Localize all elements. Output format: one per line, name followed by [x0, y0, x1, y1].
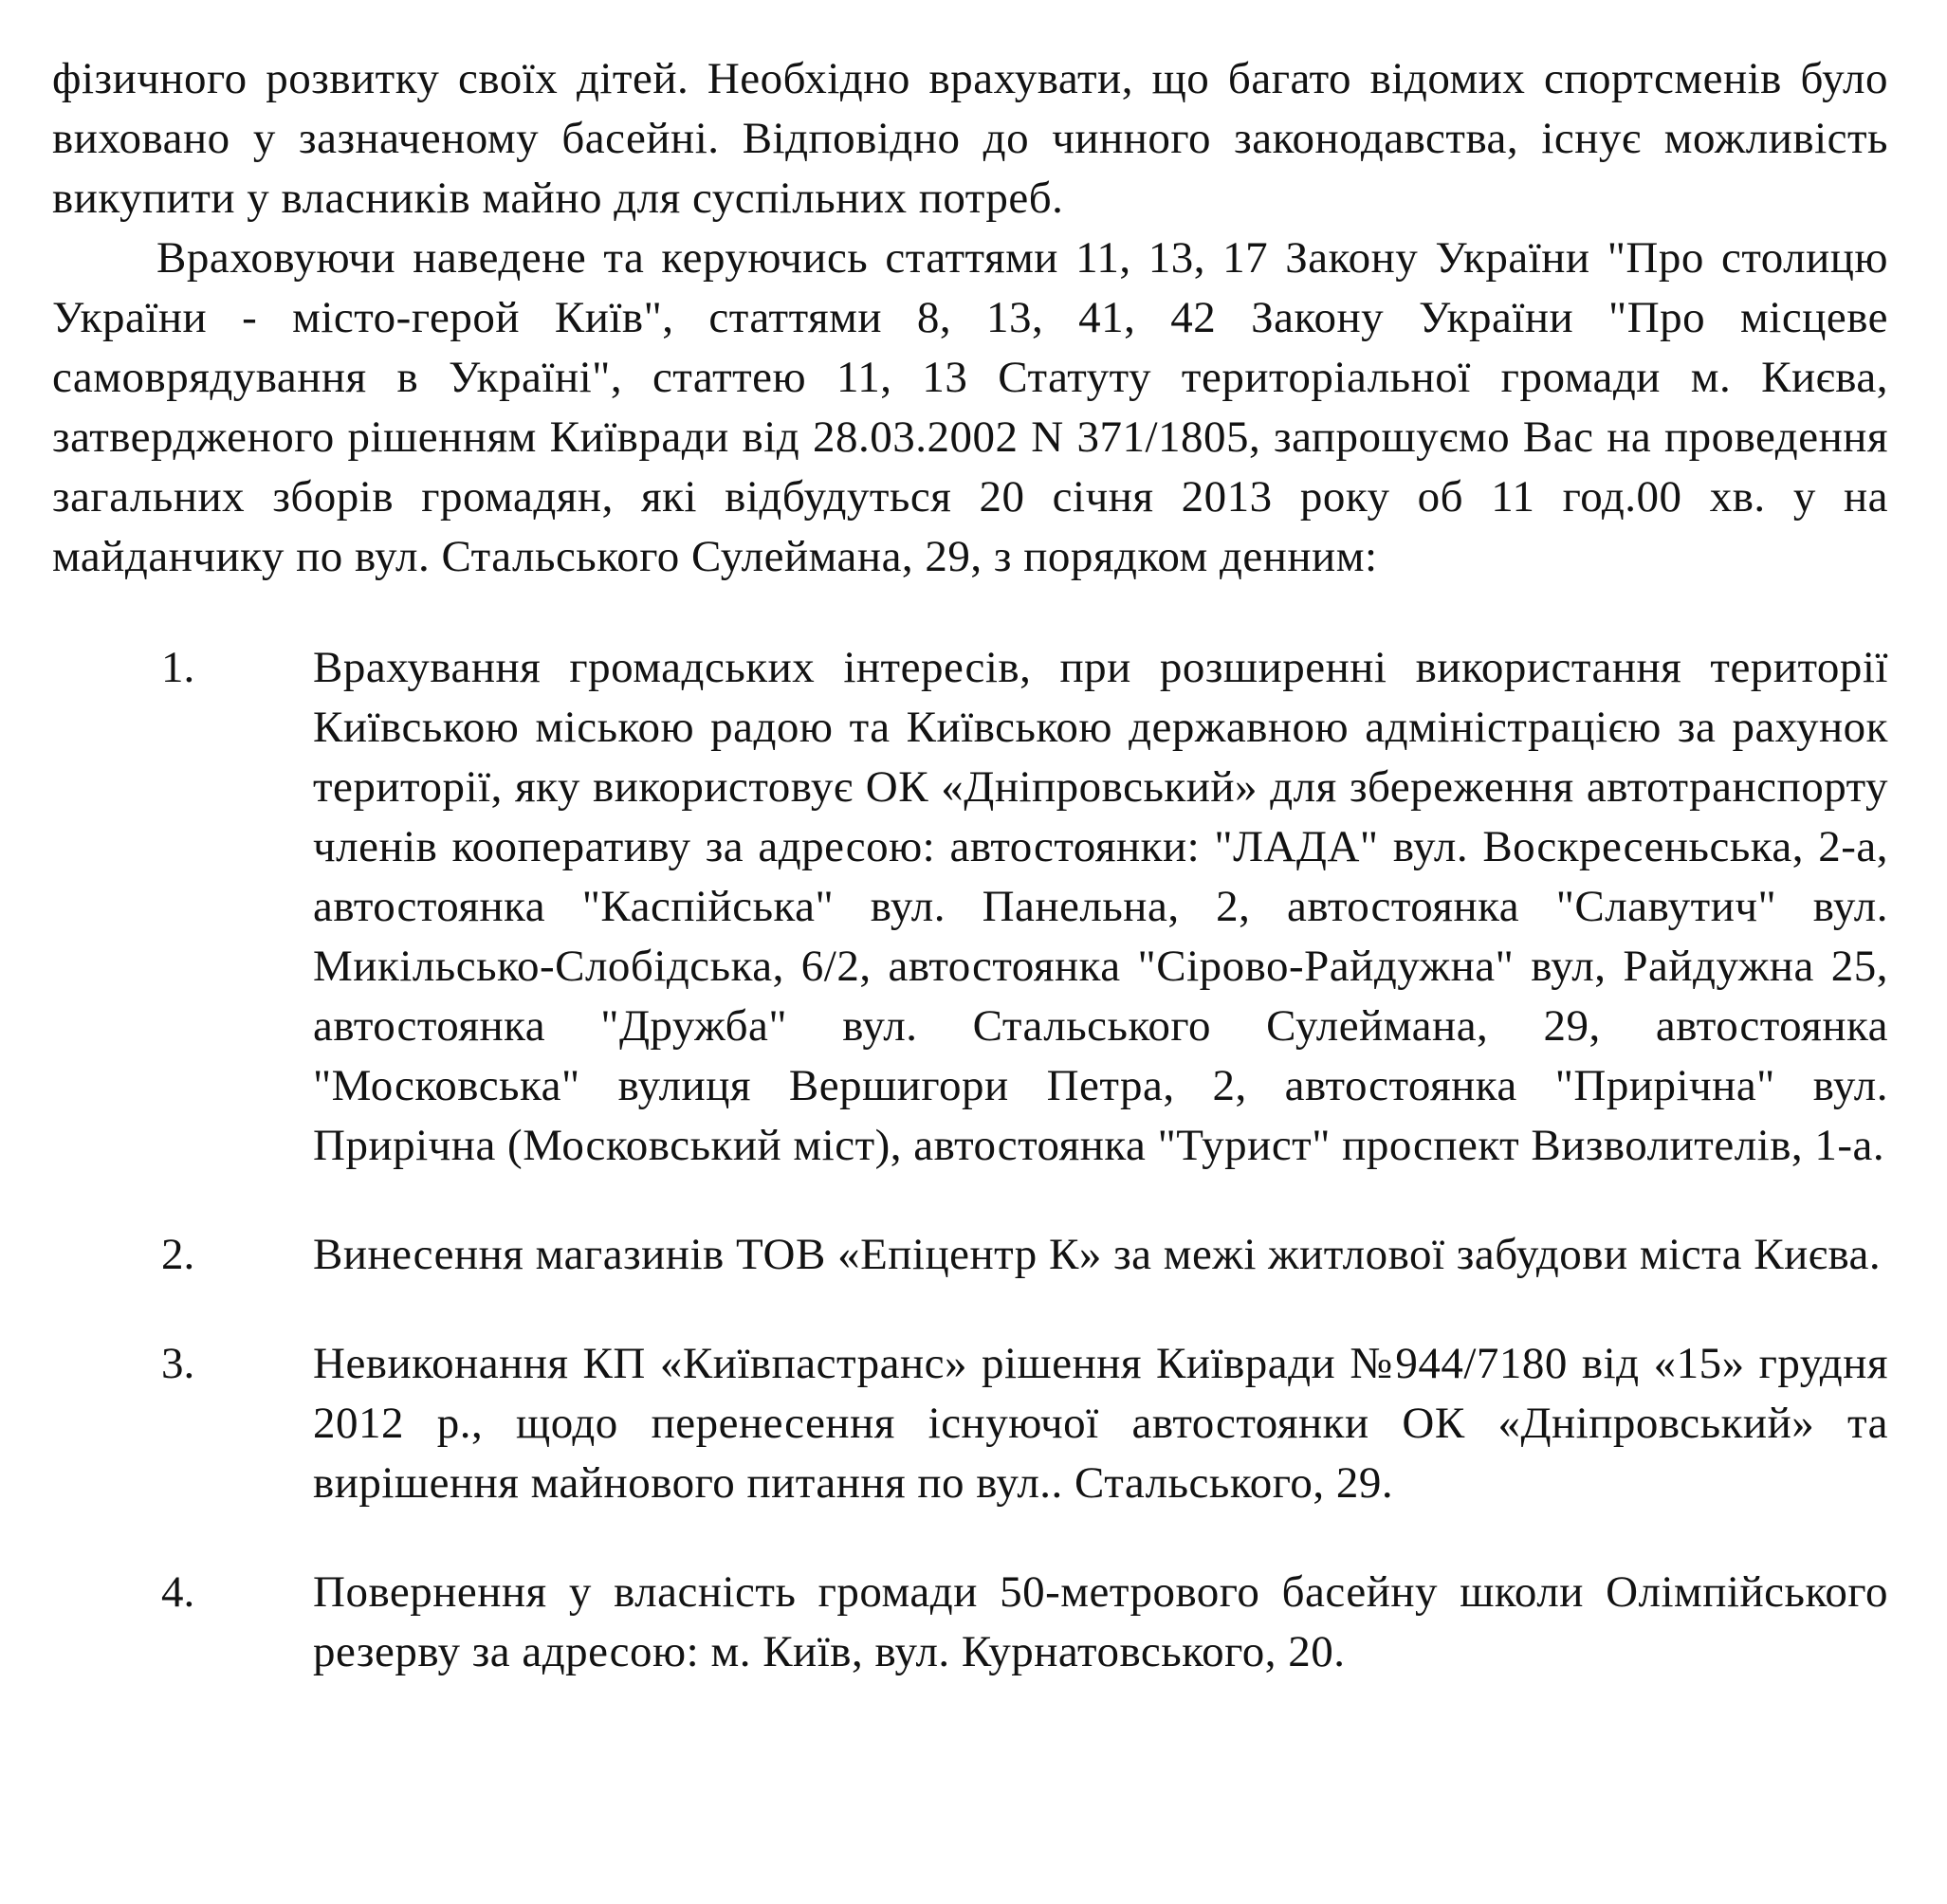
- agenda-item-number: 4.: [161, 1567, 195, 1617]
- agenda-list: [52, 638, 1888, 1682]
- paragraph-invitation: Враховуючи наведене та керуючись статтями 11, 13, 17 Закону України "Про столицю України - місто-герой Київ", статтями 8, 13, 41, 42 Закону України "Про місцеве самоврядування в Україні", статтею 11, 13 Статуту територіальної громади м. Києва, затвердженого рішенням Київради від 28.03.2002 N 371/1805, запрошуємо Вас на проведення загальних зборів громадян, які відбудуться 20 січня 2013 року об 11 год.00 хв. у на майданчику по вул. Стальського Сулеймана, 29, з порядком денним:: [52, 233, 1888, 581]
- agenda-item-text: Повернення у власність громади 50-метрового басейну школи Олімпійського резерву за адресою: м. Київ, вул. Курнатовського, 20.: [313, 1567, 1888, 1676]
- agenda-item-text: Невиконання КП «Київпастранс» рішення Київради №944/7180 від «15» грудня 2012 р., щодо перенесення існуючої автостоянки ОК «Дніпровський» та вирішення майнового питання по вул.. Стальського, 29.: [313, 1339, 1888, 1508]
- agenda-item-number: 2.: [161, 1230, 195, 1279]
- paragraph-continuation: фізичного розвитку своїх дітей. Необхідно врахувати, що багато відомих спортсменів було виховано у зазначеному басейні. Відповідно до чинного законодавства, існує можливість викупити у власників майно для суспільних потреб.: [52, 54, 1888, 223]
- agenda-item: [52, 1225, 1888, 1285]
- agenda-item: [52, 1334, 1888, 1513]
- agenda-item-text: Винесення магазинів ТОВ «Епіцентр К» за межі житлової забудови міста Києва.: [313, 1230, 1882, 1279]
- agenda-item: [52, 638, 1888, 1176]
- agenda-item-text: Врахування громадських інтересів, при розширенні використання території Київською міською радою та Київською державною адміністрацією за рахунок території, яку використовує ОК «Дніпровський» для збереження автотранспорту членів кооперативу за адресою: автостоянки: "ЛАДА" вул. Воскресеньська, 2-а, автостоянка "Каспійська" вул. Панельна, 2, автостоянка "Славутич" вул. Микільсько-Слобідська, 6/2, автостоянка "Сірово-Райдужна" вул, Райдужна 25, автостоянка "Дружба" вул. Стальського Сулеймана, 29, автостоянка "Московська" вулиця Вершигори Петра, 2, автостоянка "Прирічна" вул. Прирічна (Московський міст), автостоянка "Турист" проспект Визволителів, 1-а.: [313, 643, 1888, 1170]
- agenda-item: [52, 1563, 1888, 1682]
- agenda-item-number: 3.: [161, 1339, 195, 1388]
- agenda-item-number: 1.: [161, 643, 195, 692]
